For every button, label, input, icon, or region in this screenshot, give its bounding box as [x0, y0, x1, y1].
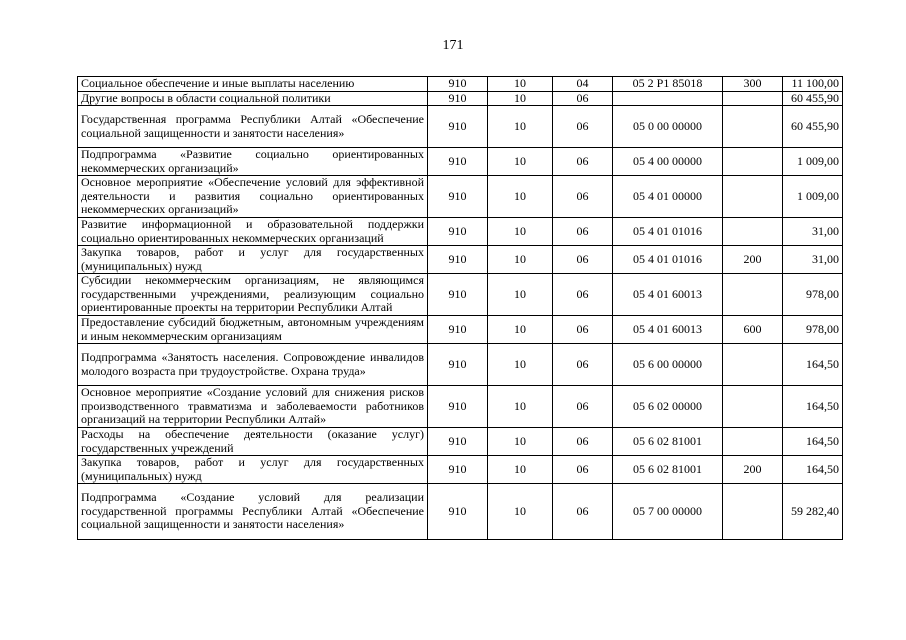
row-subsection-cell: 06: [553, 428, 613, 456]
table-row: [78, 218, 843, 246]
row-target-article-cell: 05 4 01 60013: [613, 316, 723, 344]
table-row: [78, 428, 843, 456]
row-grbs-cell: 910: [428, 106, 488, 148]
table-row: [78, 274, 843, 316]
row-section-cell: 10: [488, 176, 553, 218]
table-row: [78, 456, 843, 484]
row-section-cell: 10: [488, 218, 553, 246]
row-amount-cell: 60 455,90: [783, 91, 843, 106]
table-row: [78, 246, 843, 274]
row-subsection-cell: 06: [553, 148, 613, 176]
row-grbs-cell: 910: [428, 428, 488, 456]
row-target-article-cell: 05 6 02 81001: [613, 428, 723, 456]
row-expense-type-cell: [723, 218, 783, 246]
table-row: [78, 484, 843, 540]
row-grbs-cell: 910: [428, 316, 488, 344]
row-amount-cell: 1 009,00: [783, 176, 843, 218]
row-section-cell: 10: [488, 344, 553, 386]
row-section-cell: 10: [488, 106, 553, 148]
row-amount-cell: 60 455,90: [783, 106, 843, 148]
row-grbs-cell: 910: [428, 246, 488, 274]
row-amount-cell: 164,50: [783, 344, 843, 386]
row-expense-type-cell: [723, 386, 783, 428]
row-name-cell: Закупка товаров, работ и услуг для государственных (муниципальных) нужд: [78, 246, 428, 274]
row-expense-type-cell: [723, 91, 783, 106]
row-target-article-cell: 05 6 02 00000: [613, 386, 723, 428]
row-grbs-cell: 910: [428, 148, 488, 176]
row-amount-cell: 31,00: [783, 218, 843, 246]
row-name-cell: Подпрограмма «Создание условий для реализации государственной программы Республики Алтай «Обеспечение социальной защищенности и занятости населения»: [78, 484, 428, 540]
row-amount-cell: 978,00: [783, 316, 843, 344]
row-name-cell: Подпрограмма «Развитие социально ориентированных некоммерческих организаций»: [78, 148, 428, 176]
row-target-article-cell: 05 6 00 00000: [613, 344, 723, 386]
row-expense-type-cell: [723, 484, 783, 540]
row-section-cell: 10: [488, 274, 553, 316]
row-grbs-cell: 910: [428, 484, 488, 540]
row-name-cell: Основное мероприятие «Обеспечение условий для эффективной деятельности и развития социально ориентированных некоммерческих организаций»: [78, 176, 428, 218]
row-expense-type-cell: [723, 428, 783, 456]
row-grbs-cell: 910: [428, 218, 488, 246]
table-row: [78, 91, 843, 106]
row-target-article-cell: 05 4 01 01016: [613, 218, 723, 246]
table-row: [78, 386, 843, 428]
row-grbs-cell: 910: [428, 386, 488, 428]
row-expense-type-cell: 200: [723, 246, 783, 274]
row-expense-type-cell: [723, 344, 783, 386]
row-expense-type-cell: 200: [723, 456, 783, 484]
row-name-cell: Субсидии некоммерческим организациям, не являющимся государственными учреждениями, реализующим социально ориентированные проекты на территории Республики Алтай: [78, 274, 428, 316]
table-row: [78, 176, 843, 218]
row-subsection-cell: 06: [553, 344, 613, 386]
row-section-cell: 10: [488, 428, 553, 456]
row-section-cell: 10: [488, 316, 553, 344]
row-section-cell: 10: [488, 246, 553, 274]
row-amount-cell: 164,50: [783, 456, 843, 484]
row-expense-type-cell: [723, 176, 783, 218]
row-target-article-cell: 05 4 01 60013: [613, 274, 723, 316]
table-row: [78, 77, 843, 92]
row-expense-type-cell: 300: [723, 77, 783, 92]
row-section-cell: 10: [488, 91, 553, 106]
row-expense-type-cell: [723, 274, 783, 316]
row-name-cell: Закупка товаров, работ и услуг для государственных (муниципальных) нужд: [78, 456, 428, 484]
row-amount-cell: 1 009,00: [783, 148, 843, 176]
row-amount-cell: 164,50: [783, 428, 843, 456]
row-target-article-cell: 05 7 00 00000: [613, 484, 723, 540]
row-section-cell: 10: [488, 386, 553, 428]
table-row: [78, 316, 843, 344]
row-expense-type-cell: [723, 106, 783, 148]
page-number: 171: [442, 38, 464, 53]
row-subsection-cell: 06: [553, 274, 613, 316]
row-subsection-cell: 06: [553, 218, 613, 246]
row-name-cell: Подпрограмма «Занятость населения. Сопровождение инвалидов молодого возраста при трудоустройстве. Охрана труда»: [78, 344, 428, 386]
row-subsection-cell: 06: [553, 176, 613, 218]
row-name-cell: Другие вопросы в области социальной политики: [78, 91, 428, 106]
row-grbs-cell: 910: [428, 344, 488, 386]
row-expense-type-cell: 600: [723, 316, 783, 344]
row-section-cell: 10: [488, 456, 553, 484]
budget-table: [77, 76, 843, 540]
row-grbs-cell: 910: [428, 456, 488, 484]
row-amount-cell: 164,50: [783, 386, 843, 428]
row-subsection-cell: 06: [553, 91, 613, 106]
row-subsection-cell: 06: [553, 316, 613, 344]
row-grbs-cell: 910: [428, 77, 488, 92]
row-subsection-cell: 06: [553, 106, 613, 148]
row-subsection-cell: 04: [553, 77, 613, 92]
row-amount-cell: 59 282,40: [783, 484, 843, 540]
row-grbs-cell: 910: [428, 274, 488, 316]
row-section-cell: 10: [488, 77, 553, 92]
row-subsection-cell: 06: [553, 386, 613, 428]
row-subsection-cell: 06: [553, 484, 613, 540]
row-amount-cell: 31,00: [783, 246, 843, 274]
table-row: [78, 344, 843, 386]
row-target-article-cell: 05 4 01 01016: [613, 246, 723, 274]
row-name-cell: Развитие информационной и образовательной поддержки социально ориентированных некоммерческих организаций: [78, 218, 428, 246]
budget-table-body: [78, 77, 843, 540]
row-expense-type-cell: [723, 148, 783, 176]
row-target-article-cell: 05 0 00 00000: [613, 106, 723, 148]
row-subsection-cell: 06: [553, 456, 613, 484]
row-subsection-cell: 06: [553, 246, 613, 274]
row-name-cell: Предоставление субсидий бюджетным, автономным учреждениям и иным некоммерческим организациям: [78, 316, 428, 344]
row-name-cell: Расходы на обеспечение деятельности (оказание услуг) государственных учреждений: [78, 428, 428, 456]
row-target-article-cell: 05 2 P1 85018: [613, 77, 723, 92]
row-name-cell: Основное мероприятие «Создание условий для снижения рисков производственного травматизма и заболеваемости работников организаций на территории Республики Алтай»: [78, 386, 428, 428]
table-row: [78, 106, 843, 148]
row-name-cell: Социальное обеспечение и иные выплаты населению: [78, 77, 428, 92]
row-target-article-cell: 05 4 00 00000: [613, 148, 723, 176]
row-target-article-cell: 05 4 01 00000: [613, 176, 723, 218]
row-target-article-cell: [613, 91, 723, 106]
row-amount-cell: 11 100,00: [783, 77, 843, 92]
row-grbs-cell: 910: [428, 91, 488, 106]
row-section-cell: 10: [488, 484, 553, 540]
row-name-cell: Государственная программа Республики Алтай «Обеспечение социальной защищенности и занятости населения»: [78, 106, 428, 148]
row-section-cell: 10: [488, 148, 553, 176]
row-target-article-cell: 05 6 02 81001: [613, 456, 723, 484]
row-amount-cell: 978,00: [783, 274, 843, 316]
row-grbs-cell: 910: [428, 176, 488, 218]
table-row: [78, 148, 843, 176]
